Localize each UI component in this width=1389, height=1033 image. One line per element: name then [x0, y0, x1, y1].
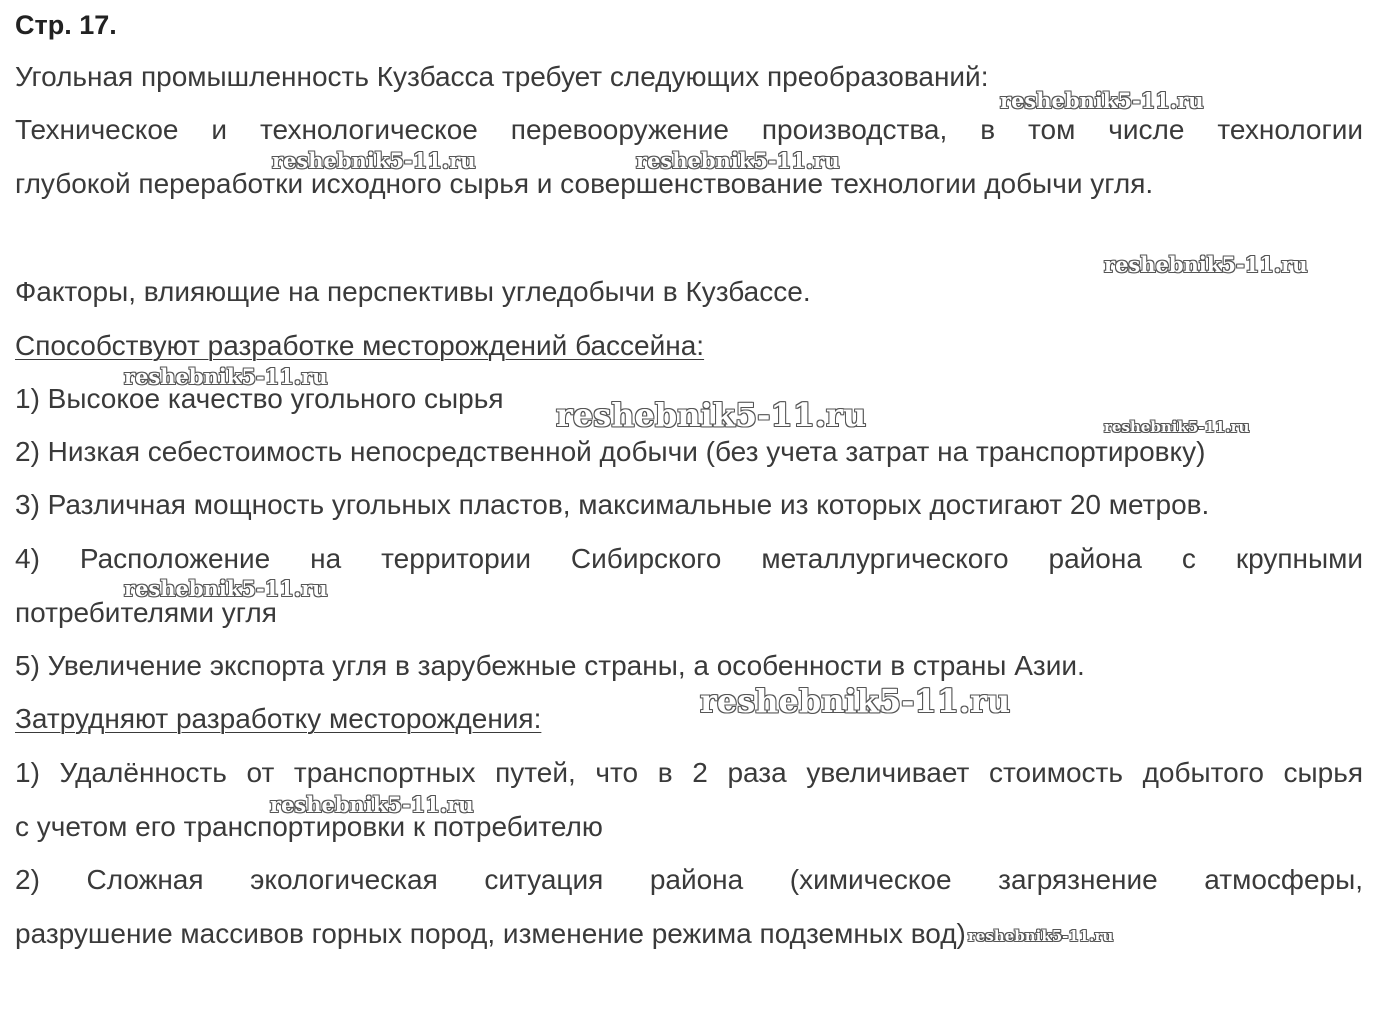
negative-item-2-line-1: 2) Сложная экологическая ситуация района (химическое загрязнение атмосферы,: [15, 864, 1363, 895]
watermark: reshebnik5-11.ru: [1104, 418, 1250, 436]
watermark: reshebnik5-11.ru: [272, 148, 476, 173]
page-heading: Стр. 17.: [15, 10, 117, 40]
positive-factors-title: Способствуют разработке месторождений бассейна:: [15, 330, 705, 361]
negative-item-1-line-1: 1) Удалённость от транспортных путей, что в 2 раза увеличивает стоимость добытого сырья: [15, 757, 1363, 788]
positive-item-2: 2) Низкая себестоимость непосредственной добычи (без учета затрат на транспортировку): [15, 436, 1206, 467]
paragraph-line-1: Техническое и технологическое перевооружение производства, в том числе технологии: [15, 114, 1363, 145]
watermark: reshebnik5-11.ru: [124, 364, 328, 389]
paragraph-line-2: глубокой переработки исходного сырья и совершенствование технологии добычи угля.: [15, 168, 1154, 199]
positive-item-4-line-2: потребителями угля: [15, 597, 277, 628]
watermark: reshebnik5-11.ru: [1104, 252, 1308, 277]
negative-item-2-line-2: [15, 917, 1114, 955]
watermark: reshebnik5-11.ru: [700, 682, 1011, 720]
watermark: reshebnik5-11.ru: [556, 396, 867, 434]
negative-item-2-line-2-text: разрушение массивов горных пород, изменение режима подземных вод): [15, 918, 966, 949]
positive-item-4-line-1: 4) Расположение на территории Сибирского металлургического района с крупными: [15, 543, 1363, 574]
positive-item-3: 3) Различная мощность угольных пластов, максимальные из которых достигают 20 метров.: [15, 489, 1210, 520]
positive-item-5: 5) Увеличение экспорта угля в зарубежные страны, а особенности в страны Азии.: [15, 650, 1085, 681]
watermark: reshebnik5-11.ru: [1000, 88, 1204, 113]
watermark: reshebnik5-11.ru: [124, 576, 328, 601]
watermark: reshebnik5-11.ru: [967, 927, 1114, 945]
factors-title: Факторы, влияющие на перспективы угледобычи в Кузбассе.: [15, 276, 811, 307]
negative-item-1-line-2: с учетом его транспортировки к потребителю: [15, 811, 603, 842]
intro-line: Угольная промышленность Кузбасса требует следующих преобразований:: [15, 61, 989, 92]
positive-item-1: 1) Высокое качество угольного сырья: [15, 383, 504, 414]
negative-factors-title: Затрудняют разработку месторождения:: [15, 703, 542, 734]
watermark: reshebnik5-11.ru: [636, 148, 840, 173]
watermark: reshebnik5-11.ru: [270, 792, 474, 817]
